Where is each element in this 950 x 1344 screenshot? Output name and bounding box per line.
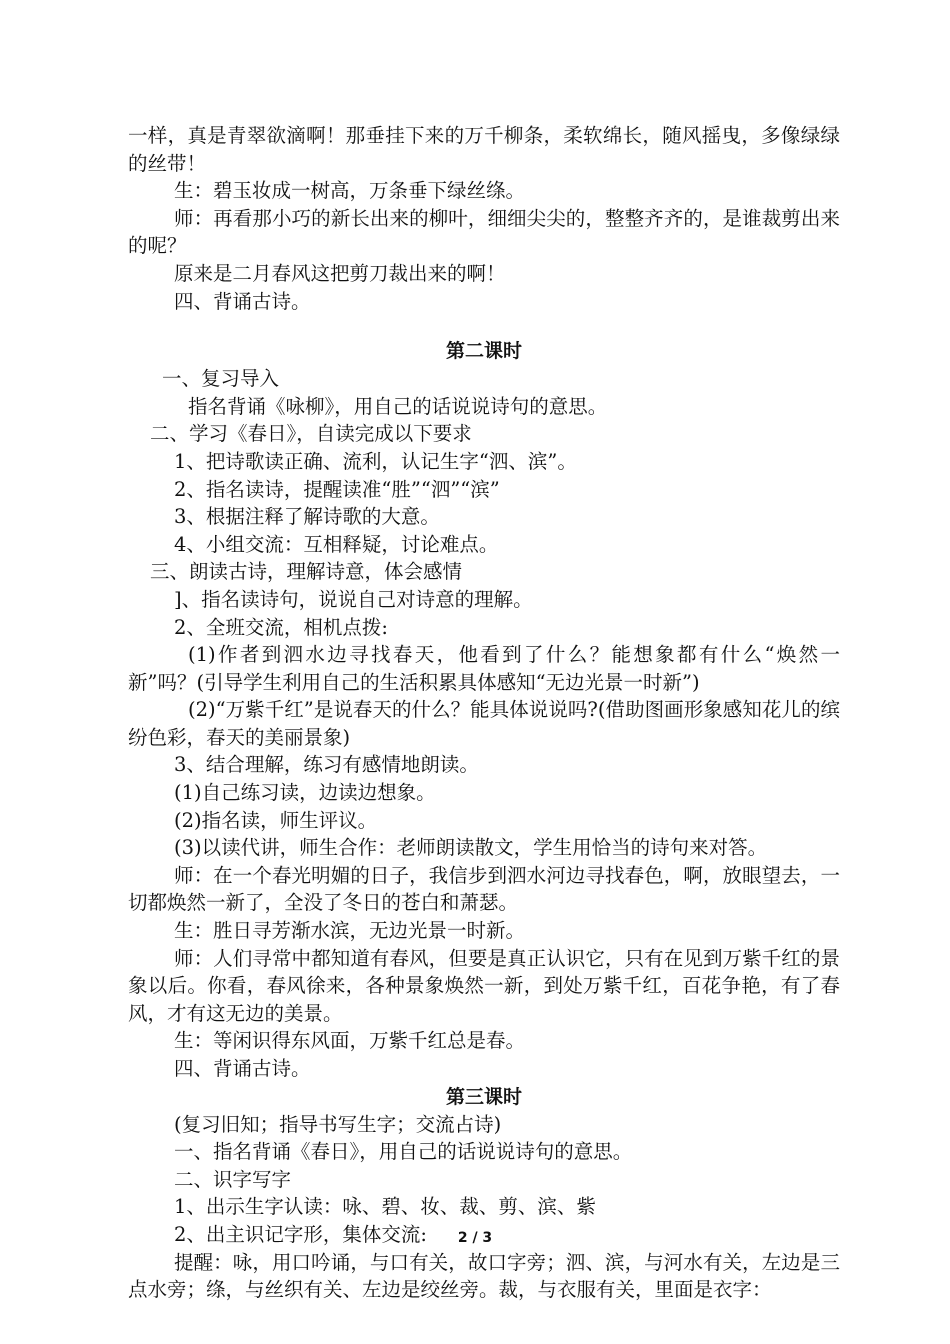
- paragraph: 一样，真是青翠欲滴啊！那垂挂下来的万千柳条，柔软绵长，随风摇曳，多像绿绿的丝带！: [128, 124, 840, 175]
- paragraph: 提醒：咏，用口吟诵，与口有关，故口字旁；泗、滨，与河水有关，左边是三点水旁；绦，与丝织有关、左边是绞丝旁。裁，与衣服有关，里面是衣字：: [128, 1250, 840, 1302]
- list-item: 1、出示生字认读：咏、碧、妆、裁、剪、滨、紫: [174, 1195, 596, 1219]
- list-item: 2、全班交流，相机点拨:: [174, 615, 388, 639]
- paragraph: 四、背诵古诗。: [174, 289, 311, 313]
- lesson2-title: 第二课时: [445, 340, 522, 363]
- paragraph: 生：等闲识得东风面，万紫千红总是春。: [174, 1029, 526, 1053]
- paragraph: (2)“万紫千红”是说春天的什么？能具体说说吗?(借助图画形象感知花儿的缤纷色彩，春天的美丽景象): [128, 698, 840, 749]
- paragraph: 生：碧玉妆成一树高，万条垂下绿丝绦。: [174, 179, 526, 203]
- paragraph: 师：再看那小巧的新长出来的柳叶，细细尖尖的，整整齐齐的，是谁裁剪出来的呢？: [128, 206, 840, 258]
- list-item: (1)自己练习读，边读边想象。: [174, 781, 436, 805]
- list-item: 4、小组交流：互相释疑，讨论难点。: [174, 532, 499, 556]
- paragraph: 原来是二月春风这把剪刀裁出来的啊！: [174, 261, 506, 285]
- page-number: 2 / 3: [457, 1230, 493, 1246]
- list-item: (3)以读代讲，师生合作：老师朗读散文，学生用恰当的诗句来对答。: [174, 836, 768, 860]
- section-heading: 一、复习导入: [162, 367, 280, 391]
- list-item: (2)指名读，师生评议。: [174, 808, 378, 832]
- list-item: ]、指名读诗句，说说自己对诗意的理解。: [174, 587, 533, 611]
- document-body: [128, 122, 840, 1304]
- paragraph: 生：胜日寻芳渐水滨，无边光景一时新。: [174, 919, 526, 943]
- section-heading: 二、识字写字: [174, 1167, 292, 1191]
- paragraph: (1)作者到泗水边寻找春天，他看到了什么？能想象都有什么“焕然一新”吗？(引导学生利用自己的生活积累具体感知“无边光景一时新”): [128, 643, 840, 694]
- list-item: 3、结合理解，练习有感情地朗读。: [174, 753, 479, 777]
- section-heading: 一、指名背诵《春日》，用自己的话说说诗句的意思。: [174, 1140, 633, 1164]
- paragraph: 师：在一个春光明媚的日子，我信步到泗水河边寻找春色，啊，放眼望去，一切都焕然一新了，全没了冬日的苍白和萧瑟。: [128, 863, 840, 915]
- section-heading: 二、学习《春日》，自读完成以下要求: [150, 422, 472, 446]
- paragraph: 师：人们寻常中都知道有春风，但要是真正认识它，只有在见到万紫千红的景象以后。你看，春风徐来，各种景象焕然一新，到处万紫千红，百花争艳，有了春风，才有这无边的美景。: [128, 946, 840, 1025]
- paragraph: 指名背诵《咏柳》，用自己的话说说诗句的意思。: [188, 394, 608, 418]
- list-item: 2、出主识记字形，集体交流:: [174, 1222, 427, 1246]
- list-item: 1、把诗歌读正确、流利，认记生字“泗、滨”。: [174, 449, 577, 473]
- paragraph: 四、背诵古诗。: [174, 1057, 311, 1080]
- section-heading: 三、朗读古诗，理解诗意，体会感情: [150, 560, 463, 584]
- list-item: 2、指名读诗，提醒读准“胜”“泗”“滨”: [174, 477, 500, 501]
- lesson3-title: 第三课时: [445, 1085, 522, 1108]
- paragraph: (复习旧知；指导书写生字；交流占诗): [174, 1112, 502, 1136]
- list-item: 3、根据注释了解诗歌的大意。: [174, 505, 440, 529]
